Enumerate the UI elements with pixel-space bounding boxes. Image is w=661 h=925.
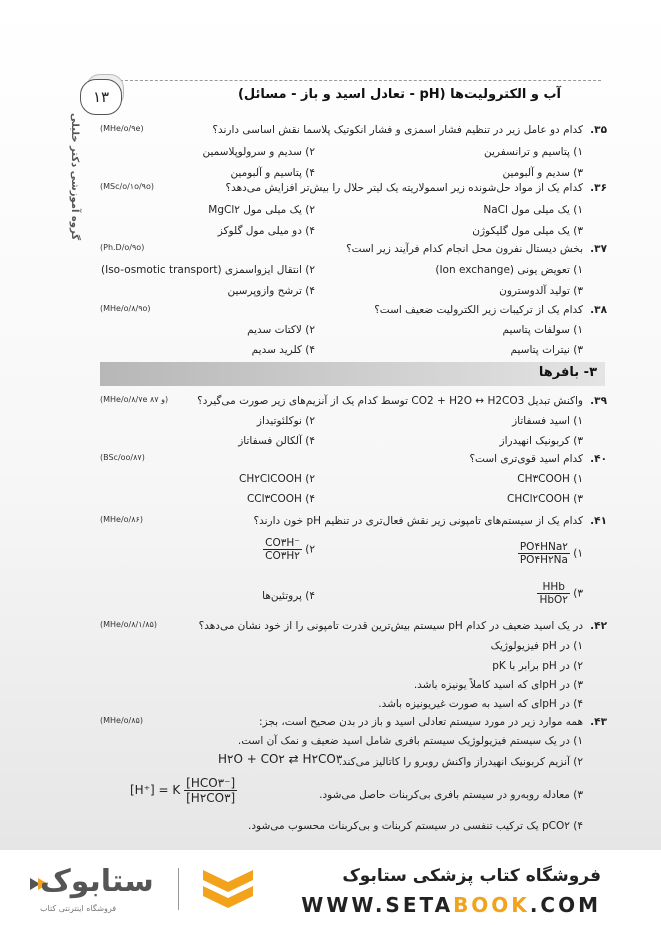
- url-part-2: BOOK: [453, 893, 530, 917]
- logo-divider: [178, 868, 179, 910]
- option-3: ۳) CHCl۲COOH: [507, 493, 583, 505]
- option-2: ۲) لاکتات سدیم: [247, 324, 315, 336]
- fraction-denominator: [H۲CO۳]: [186, 791, 236, 805]
- question-number: ۴۲.: [590, 620, 607, 632]
- question-source: (MHe/o/۸۶): [100, 515, 143, 524]
- option-3: ۳) کربونیک انهیدراز: [499, 435, 583, 447]
- logo-subtitle: فروشگاه اینترنتی کتاب: [40, 904, 117, 913]
- option-4: ۴) کلرید سدیم: [251, 344, 315, 356]
- option-4: ۴) در pHای که اسید به صورت غیریونیزه باشد.: [378, 698, 583, 710]
- fraction-numerator: PO۴HNa۲: [519, 541, 568, 553]
- option-2: ۲) آنزیم کربونیک انهیدراز واکنش روبرو را کاتالیز می‌کند.: [338, 756, 583, 768]
- question-37: [100, 243, 607, 297]
- fraction-numerator: [HCO۳⁻]: [184, 776, 237, 791]
- question-source: (MSc/o/۱o/۹o): [100, 182, 154, 191]
- side-watermark-text: گروه آموزشی دکتر خلیلی: [69, 112, 80, 240]
- question-number: ۳۸.: [590, 304, 607, 316]
- fraction-denominator: PO۴H۲Na: [519, 554, 568, 566]
- question-text: کدام یک از ترکیبات زیر الکترولیت ضعیف است؟: [374, 304, 583, 316]
- option-2: ۲) CH۲ClCOOH: [239, 473, 315, 485]
- option-3-label: ۳): [573, 587, 583, 600]
- option-2-label: ۲): [305, 543, 315, 556]
- option-4: ۴) پتاسیم و آلبومین: [230, 167, 315, 179]
- option-2: ۲) یک میلی مول MgCl۲: [208, 204, 315, 216]
- option-2: ۲) انتقال ایزواسمزی (Iso-osmotic transport): [101, 264, 315, 276]
- question-number: ۴۳.: [590, 716, 607, 728]
- section-heading: ۳- بافرها: [538, 365, 597, 380]
- question-35: [100, 124, 607, 179]
- header-rule: [120, 80, 601, 81]
- question-text: کدام یک از سیستم‌های تامپونی زیر نقش فعال‌تری در تنظیم pH خون دارند؟: [253, 515, 583, 527]
- question-number: ۳۷.: [590, 243, 607, 255]
- formula-carbonic-anhydrase: H۲O + CO۲ ⇄ H۲CO۳: [218, 752, 343, 766]
- fraction-denominator: CO۳H۲: [265, 550, 300, 562]
- option-2-fraction: [263, 537, 302, 562]
- question-text: کدام دو عامل زیر در تنظیم فشار اسمزی و فشار انکوتیک پلاسما نقش اساسی دارند؟: [212, 124, 583, 136]
- option-1-fraction: [518, 541, 570, 566]
- question-text: بخش دیستال نفرون محل انجام کدام فرآیند زیر است؟: [346, 243, 583, 255]
- option-3: ۳) معادله روبه‌رو در سیستم بافری بی‌کربنات حاصل می‌شود.: [319, 789, 583, 801]
- option-1: ۱) سولفات پتاسیم: [502, 324, 583, 336]
- question-36: [100, 182, 607, 237]
- option-4: ۴) دو میلی مول گلوکز: [217, 225, 315, 237]
- option-3: ۳) یک میلی مول گلیکوژن: [472, 225, 583, 237]
- option-1: ۱) CH۳COOH: [517, 473, 583, 485]
- page-number: ۱۳: [80, 79, 122, 115]
- question-40: [100, 453, 607, 505]
- question-number: ۳۹.: [590, 395, 607, 407]
- option-4: ۴) پروتئین‌ها: [262, 590, 315, 602]
- question-number: ۳۶.: [590, 182, 607, 194]
- question-38: [100, 304, 607, 356]
- fraction-denominator: HbO۲: [539, 594, 568, 606]
- option-1-label: ۱): [573, 547, 583, 560]
- option-4: ۴) pCO۲ یک ترکیب تنفسی در سیستم کربنات و بی‌کربنات محسوب می‌شود.: [248, 820, 583, 832]
- option-1: ۱) یک میلی مول NaCl: [483, 204, 583, 216]
- question-source: (MHe/o/۹e): [100, 124, 144, 133]
- option-3-fraction: [537, 581, 569, 606]
- option-4: ۴) ترشح وازوپرسین: [227, 285, 315, 297]
- option-3: ۳) تولید آلدوسترون: [499, 285, 583, 297]
- option-4: ۴) CCl۳COOH: [246, 493, 315, 505]
- question-source: (Ph.D/o/۹o): [100, 243, 145, 252]
- option-2: ۲) سدیم و سرولوپلاسمین: [202, 146, 315, 158]
- question-text: همه موارد زیر در مورد سیستم تعادلی اسید و باز در بدن صحیح است، بجز:: [259, 716, 583, 728]
- option-3: ۳) نیترات پتاسیم: [510, 344, 583, 356]
- option-1: ۱) اسید فسفاتاز: [512, 415, 583, 427]
- question-source: (BSc/oo/۸۷): [100, 453, 145, 462]
- url-part-3: .COM: [529, 893, 601, 917]
- option-1: ۱) در یک سیستم فیزیولوژیک سیستم بافری شامل اسید ضعیف و نمک آن است.: [237, 735, 583, 747]
- formula-left: [H⁺] = K: [130, 783, 181, 797]
- question-number: ۴۰.: [590, 453, 607, 465]
- question-text: کدام اسید قوی‌تری است؟: [469, 453, 583, 465]
- option-2: ۲) نوکلئوتیداز: [256, 415, 315, 427]
- store-name: فروشگاه کتاب پزشکی ستابوک: [342, 866, 601, 886]
- option-1: ۱) پتاسیم و ترانسفرین: [483, 146, 583, 158]
- section-heading-bar: [100, 362, 605, 386]
- question-text: واکنش تبدیل CO2 + H2O ↔ H2CO3 توسط کدام یک از آنزیم‌های زیر صورت می‌گیرد؟: [197, 395, 583, 407]
- question-source: (MHe/o/۸/۹o): [100, 304, 151, 313]
- option-4: ۴) آلکالن فسفاتاز: [238, 435, 315, 447]
- fraction-numerator: CO۳H⁻: [263, 537, 302, 550]
- question-42: [100, 620, 607, 710]
- option-1: [518, 541, 583, 566]
- question-number: ۴۱.: [590, 515, 607, 527]
- option-3: ۳) سدیم و آلبومین: [502, 167, 583, 179]
- option-1: ۱) تعویض یونی (Ion exchange): [435, 264, 583, 276]
- question-source: (MHe/o/۸/۷e و ۸۷): [100, 395, 169, 404]
- formula-fraction: [184, 776, 237, 805]
- option-2: [263, 537, 315, 562]
- question-number: ۳۵.: [590, 124, 607, 136]
- url-part-1: WWW.SETA: [301, 893, 454, 917]
- store-url[interactable]: [301, 893, 601, 917]
- option-3: [537, 581, 583, 606]
- fraction-numerator: HHb: [537, 581, 569, 594]
- question-text: کدام یک از مواد حل‌شونده زیر اسمولاریته یک لیتر حلال را بیش‌تر افزایش می‌دهد؟: [225, 182, 583, 194]
- question-text: در یک اسید ضعیف در کدام pH سیستم بیش‌ترین قدرت تامپونی را از خود نشان می‌دهد؟: [198, 620, 583, 632]
- formula-henderson: [130, 776, 237, 805]
- option-1: ۱) در pH فیزیولوژیک: [490, 640, 583, 652]
- question-41: [100, 515, 607, 606]
- option-2: ۲) در pH برابر با pK: [492, 660, 583, 672]
- logo-wordmark: ستابوک: [40, 864, 154, 899]
- chapter-title: آب و الکترولیت‌ها (pH - تعادل اسید و باز - مسائل): [237, 87, 561, 102]
- question-39: [100, 395, 607, 447]
- question-43: [100, 716, 607, 832]
- question-source: (MHe/o/۸/۱/۸۵): [100, 620, 157, 629]
- question-source: (MHe/o/۸۵): [100, 716, 143, 725]
- option-3: ۳) در pHای که اسید کاملاً یونیزه باشد.: [413, 679, 583, 691]
